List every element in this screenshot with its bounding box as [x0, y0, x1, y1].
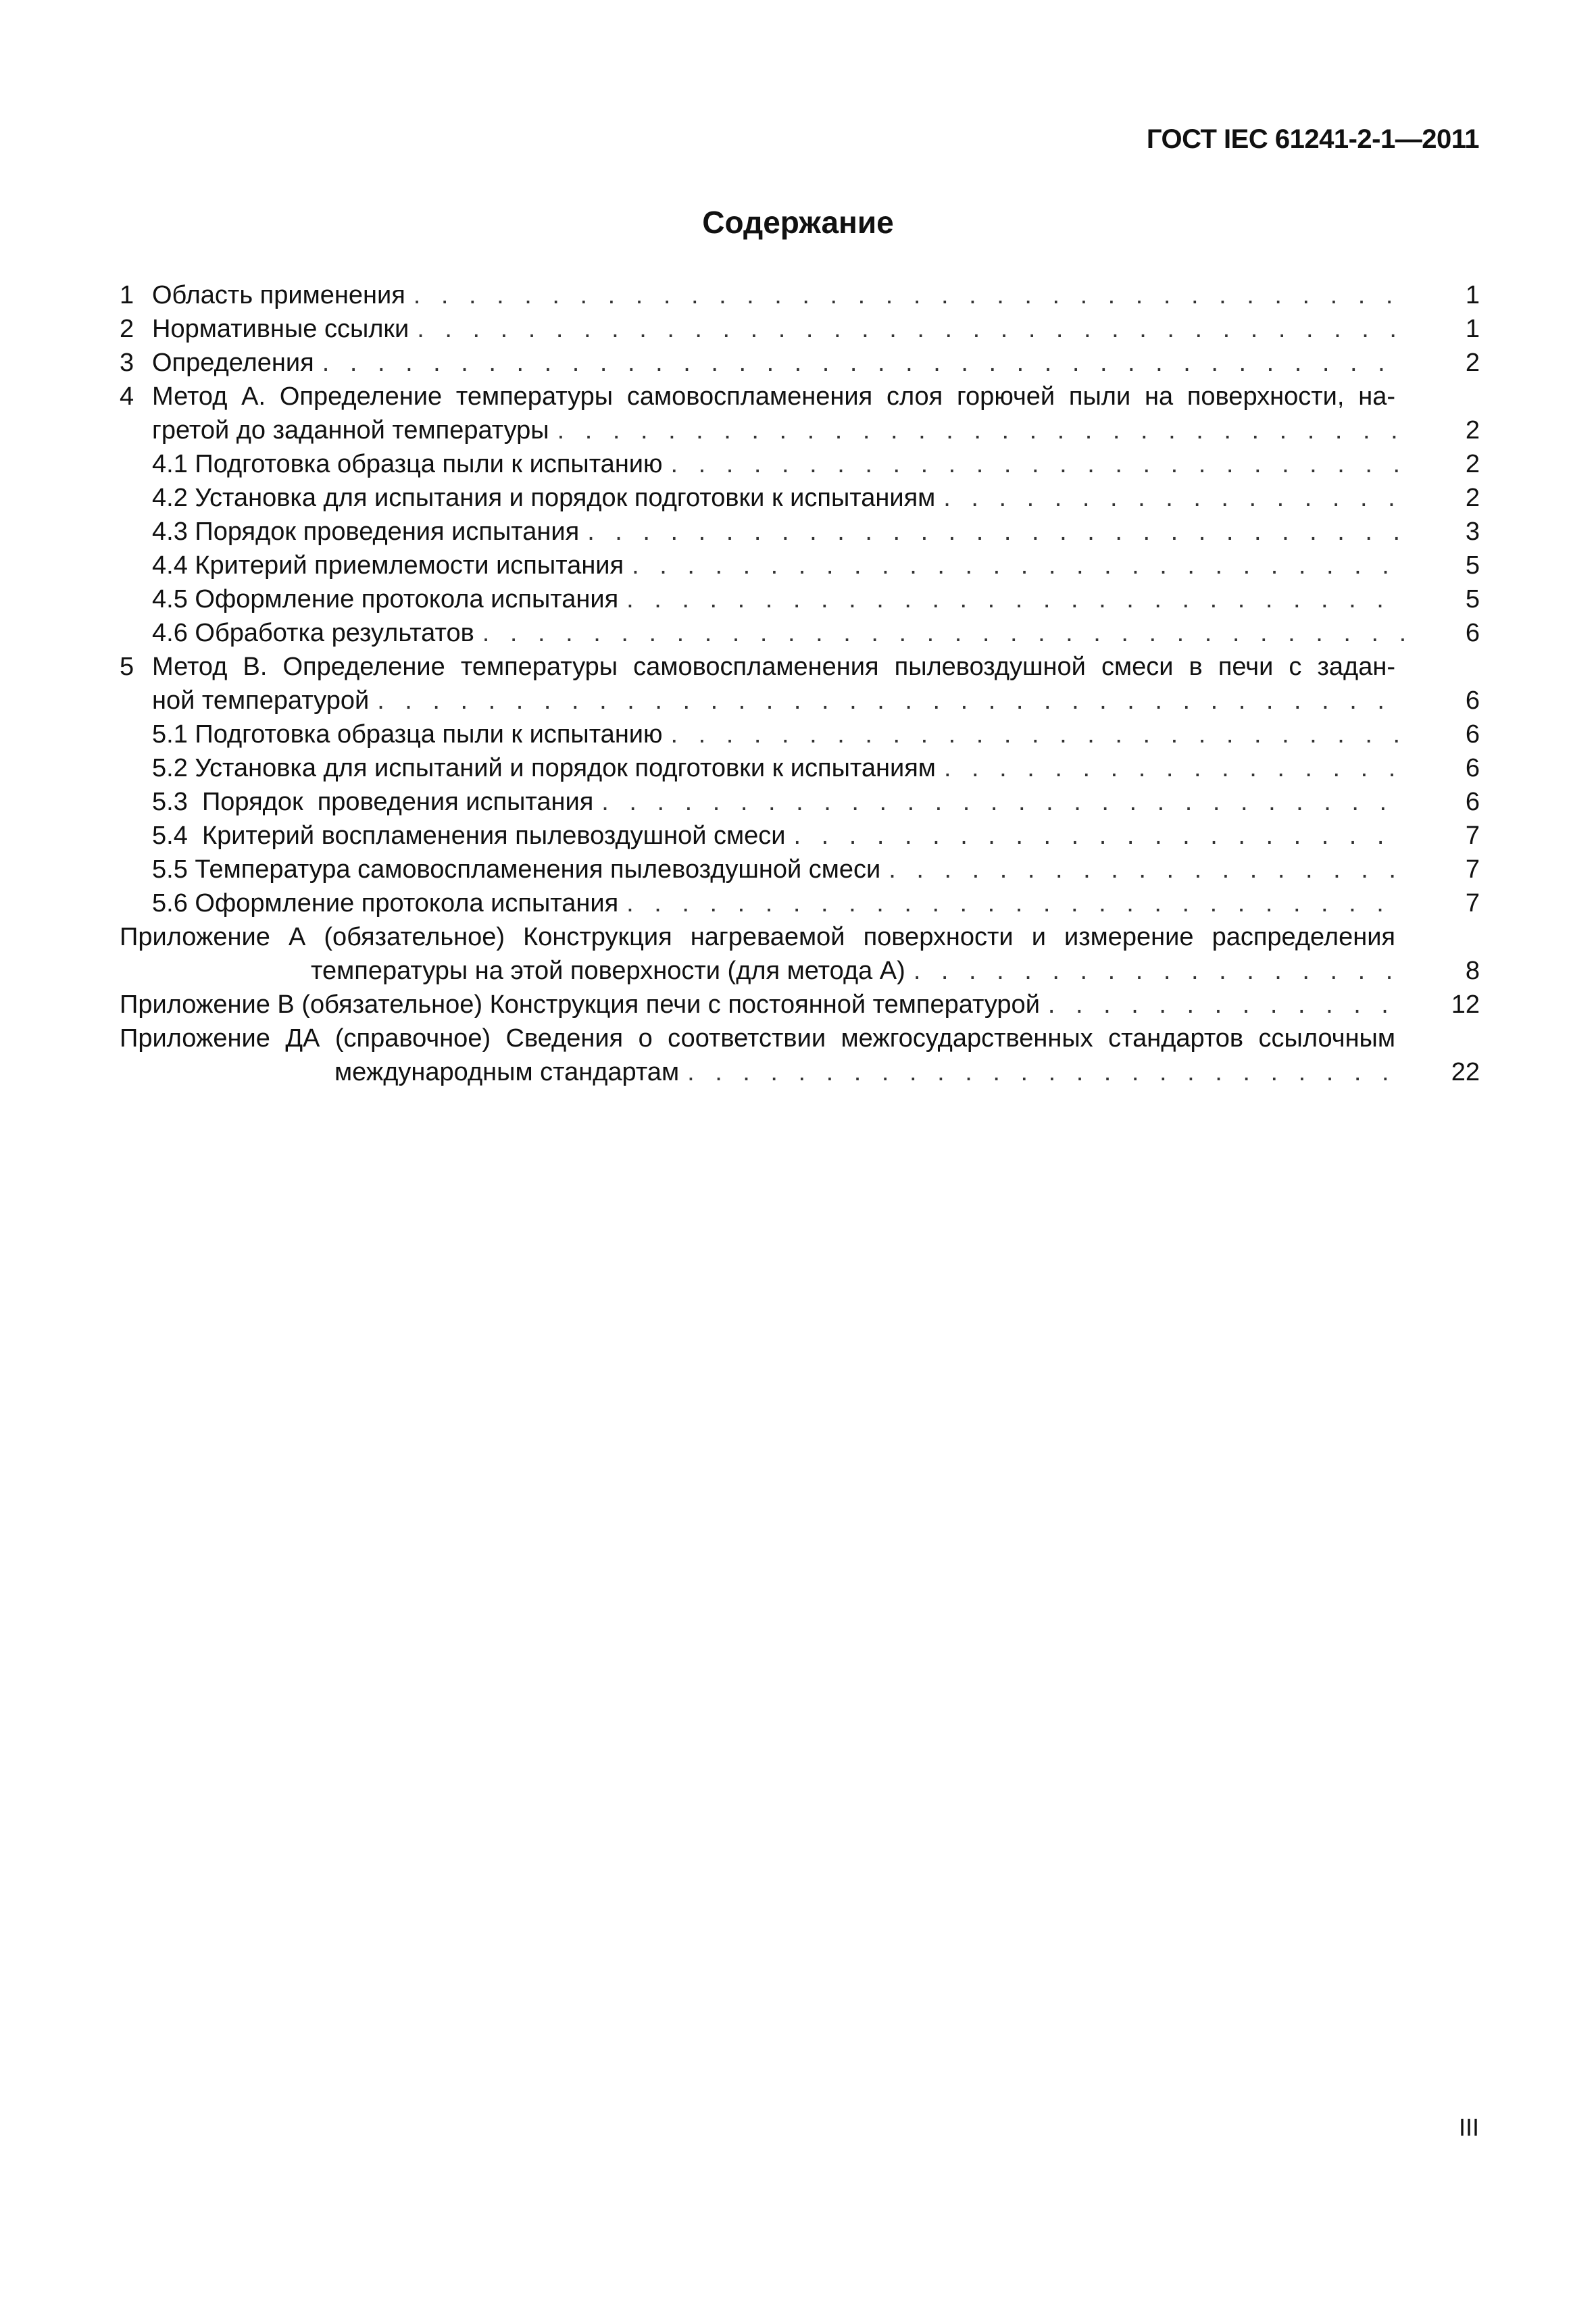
toc-entry-page: 5: [1465, 551, 1480, 580]
toc-entry-page: 2: [1465, 484, 1480, 512]
toc-entry-number: 5: [120, 653, 134, 681]
toc-entry-continuation[interactable]: [120, 413, 1480, 447]
toc-entry-page: 2: [1465, 349, 1480, 377]
dot-leader: [414, 278, 1405, 312]
toc-subentry[interactable]: [120, 853, 1480, 886]
toc-subentry[interactable]: [120, 886, 1480, 920]
toc-entry-text: ной температурой: [152, 686, 370, 715]
toc-entry-text: Приложение ДА (справочное) Сведения о соответствии межгосударственных стандартов ссылочным: [120, 1024, 1395, 1053]
toc-subentry[interactable]: [120, 549, 1480, 582]
toc-entry-continuation[interactable]: [120, 954, 1480, 988]
toc-entry[interactable]: [120, 380, 1480, 413]
toc-entry-text: 4.6 Обработка результатов: [152, 619, 474, 647]
toc-title: Содержание: [702, 205, 894, 240]
toc-entry[interactable]: [120, 346, 1480, 380]
toc-entry-text: 5.1 Подготовка образца пыли к испытанию: [152, 720, 663, 749]
toc-entry-page: 5: [1465, 585, 1480, 613]
toc-appendix-entry[interactable]: [120, 1022, 1480, 1055]
toc-subentry[interactable]: [120, 616, 1480, 650]
page-number: III: [1458, 2113, 1479, 2141]
toc-entry-text: 4.5 Оформление протокола испытания: [152, 585, 619, 613]
toc-entry-text: температуры на этой поверхности (для метода А): [311, 957, 905, 985]
toc-entry[interactable]: [120, 650, 1480, 684]
toc-entry-continuation[interactable]: [120, 684, 1480, 718]
toc-entry-text: международным стандартам: [334, 1058, 680, 1086]
dot-leader: [601, 785, 1405, 819]
toc-appendix-entry[interactable]: [120, 920, 1480, 954]
toc-subentry[interactable]: [120, 582, 1480, 616]
toc-entry-text: Метод В. Определение температуры самовоспламенения пылевоздушной смеси в печи с задан-: [152, 653, 1395, 681]
toc-entry-number: 1: [120, 281, 134, 309]
toc-entry-text: 5.6 Оформление протокола испытания: [152, 889, 619, 917]
dot-leader: [626, 582, 1405, 616]
toc-entry-text: гретой до заданной температуры: [152, 416, 549, 445]
toc-entry-text: 5.3 Порядок проведения испытания: [152, 788, 594, 816]
dot-leader: [944, 751, 1405, 785]
toc-subentry[interactable]: [120, 819, 1480, 853]
toc-entry-text: 5.2 Установка для испытаний и порядок подготовки к испытаниям: [152, 754, 936, 782]
toc-appendix-entry[interactable]: [120, 988, 1480, 1022]
document-code: ГОСТ IEC 61241-2-1—2011: [1146, 124, 1479, 154]
toc-entry-text: Определения: [152, 349, 314, 377]
toc-subentry[interactable]: [120, 718, 1480, 751]
dot-leader: [322, 346, 1405, 380]
toc-entry-page: 6: [1465, 619, 1480, 647]
toc-subentry[interactable]: [120, 481, 1480, 515]
dot-leader: [943, 481, 1405, 515]
toc-entry-text: Область применения: [152, 281, 405, 309]
dot-leader: [377, 684, 1405, 718]
toc-entry-page: 1: [1465, 315, 1480, 343]
toc-entry-text: Метод А. Определение температуры самовоспламенения слоя горючей пыли на поверхности, на-: [152, 382, 1395, 411]
toc-entry-text: Приложение В (обязательное) Конструкция печи с постоянной температурой: [120, 990, 1040, 1019]
dot-leader: [671, 447, 1405, 481]
toc-subentry[interactable]: [120, 447, 1480, 481]
toc-entry-page: 12: [1451, 990, 1480, 1019]
toc-entry-text: 4.4 Критерий приемлемости испытания: [152, 551, 624, 580]
toc-entry-page: 1: [1465, 281, 1480, 309]
table-of-contents: [120, 278, 1480, 1089]
toc-subentry[interactable]: [120, 785, 1480, 819]
toc-entry-number: 3: [120, 349, 134, 377]
toc-entry-page: 6: [1465, 720, 1480, 749]
toc-entry-text: 4.2 Установка для испытания и порядок подготовки к испытаниям: [152, 484, 936, 512]
toc-entry-number: 2: [120, 315, 134, 343]
dot-leader: [557, 413, 1405, 447]
dot-leader: [914, 954, 1405, 988]
dot-leader: [417, 312, 1405, 346]
toc-entry[interactable]: [120, 278, 1480, 312]
toc-entry-page: 7: [1465, 855, 1480, 884]
dot-leader: [671, 718, 1405, 751]
dot-leader: [687, 1055, 1405, 1089]
dot-leader: [889, 853, 1405, 886]
toc-entry-page: 22: [1451, 1058, 1480, 1086]
toc-entry-number: 4: [120, 382, 134, 411]
dot-leader: [632, 549, 1405, 582]
toc-entry-text: 4.1 Подготовка образца пыли к испытанию: [152, 450, 663, 478]
toc-entry-continuation[interactable]: [120, 1055, 1480, 1089]
toc-entry-text: Приложение А (обязательное) Конструкция нагреваемой поверхности и измерение распределения: [120, 923, 1395, 951]
toc-entry-page: 7: [1465, 889, 1480, 917]
dot-leader: [1048, 988, 1405, 1022]
toc-entry-page: 6: [1465, 754, 1480, 782]
toc-entry-page: 2: [1465, 450, 1480, 478]
dot-leader: [482, 616, 1405, 650]
toc-subentry[interactable]: [120, 515, 1480, 549]
toc-entry-page: 6: [1465, 686, 1480, 715]
dot-leader: [587, 515, 1405, 549]
toc-entry[interactable]: [120, 312, 1480, 346]
toc-entry-text: Нормативные ссылки: [152, 315, 409, 343]
dot-leader: [794, 819, 1406, 853]
toc-entry-text: 4.3 Порядок проведения испытания: [152, 518, 580, 546]
toc-entry-text: 5.4 Критерий воспламенения пылевоздушной смеси: [152, 822, 786, 850]
toc-entry-page: 6: [1465, 788, 1480, 816]
toc-entry-page: 8: [1465, 957, 1480, 985]
toc-entry-page: 3: [1465, 518, 1480, 546]
dot-leader: [626, 886, 1405, 920]
toc-entry-page: 7: [1465, 822, 1480, 850]
toc-entry-text: 5.5 Температура самовоспламенения пылевоздушной смеси: [152, 855, 881, 884]
toc-entry-page: 2: [1465, 416, 1480, 445]
toc-subentry[interactable]: [120, 751, 1480, 785]
